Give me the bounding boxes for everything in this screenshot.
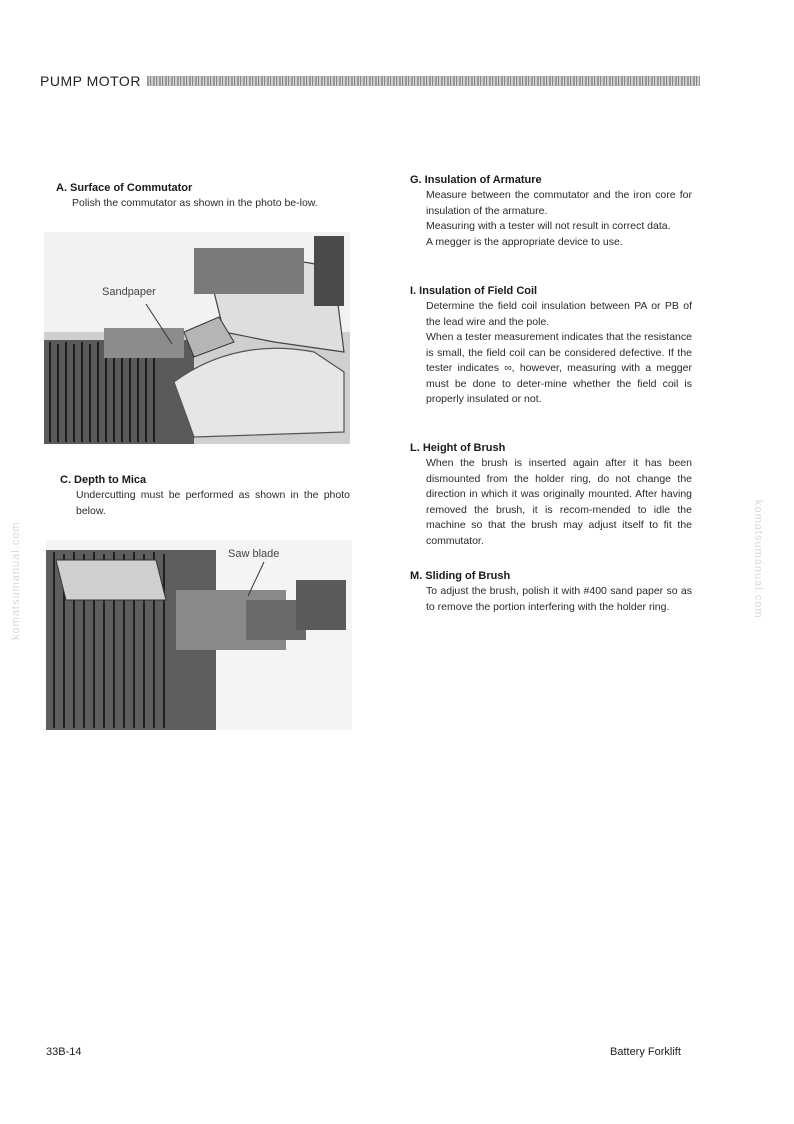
footer-title: Battery Forklift — [610, 1046, 681, 1058]
label-sandpaper: Sandpaper — [102, 286, 156, 298]
section-l-title: L. Height of Brush — [410, 442, 506, 454]
section-g-title: G. Insulation of Armature — [410, 174, 542, 186]
section-depth-to-mica — [60, 472, 350, 519]
watermark-right: komatsumanual.com — [752, 500, 764, 619]
header-title: PUMP MOTOR — [40, 73, 141, 89]
section-c-body: Undercutting must be performed as shown in the photo below. — [76, 489, 350, 517]
section-c-title: C. Depth to Mica — [60, 474, 147, 486]
section-g-line-1: Measure between the commutator and the iron core for insulation of the armature. — [426, 189, 692, 217]
photo-polishing-commutator — [44, 232, 350, 444]
section-insulation-of-field-coil — [410, 283, 692, 408]
section-m-title: M. Sliding of Brush — [410, 570, 511, 582]
watermark-left: komatsumanual.com — [10, 521, 22, 640]
section-surface-of-commutator — [56, 180, 346, 212]
page-header — [40, 72, 700, 90]
section-height-of-brush — [410, 440, 692, 549]
section-insulation-of-armature — [410, 172, 692, 250]
photo-undercutting-mica — [46, 540, 352, 730]
section-g-line-3: A megger is the appropriate device to use. — [426, 235, 623, 248]
section-i-title: I. Insulation of Field Coil — [410, 285, 538, 297]
section-g-line-2: Measuring with a tester will not result in correct data. — [426, 220, 671, 232]
section-i-line-2: When a tester measurement indicates that the resistance is small, the field coil can be considered defective. If the tester indicates ∞, however, measuring with a megger must be done to deter-mine whether the field coil is properly insulated or not. — [426, 331, 692, 405]
page-number: 33B-14 — [46, 1046, 82, 1058]
section-i-line-1: Determine the field coil insulation between PA or PB of the lead wire and the pole. — [426, 300, 692, 328]
section-m-body: To adjust the brush, polish it with #400 sand paper so as to remove the portion interfering with the holder ring. — [426, 585, 692, 613]
label-saw-blade: Saw blade — [228, 548, 280, 560]
section-a-body: Polish the commutator as shown in the photo be-low. — [72, 197, 318, 209]
section-sliding-of-brush — [410, 568, 692, 615]
section-a-title: A. Surface of Commutator — [56, 182, 193, 194]
section-l-body: When the brush is inserted again after it has been dismounted from the holder ring, do not change the direction in which it was originally mounted. After having removed the brush, it is recom-mended to idle the machine so that the brush may adjust itself to fit the commutator. — [426, 457, 692, 547]
header-rule — [147, 76, 700, 86]
